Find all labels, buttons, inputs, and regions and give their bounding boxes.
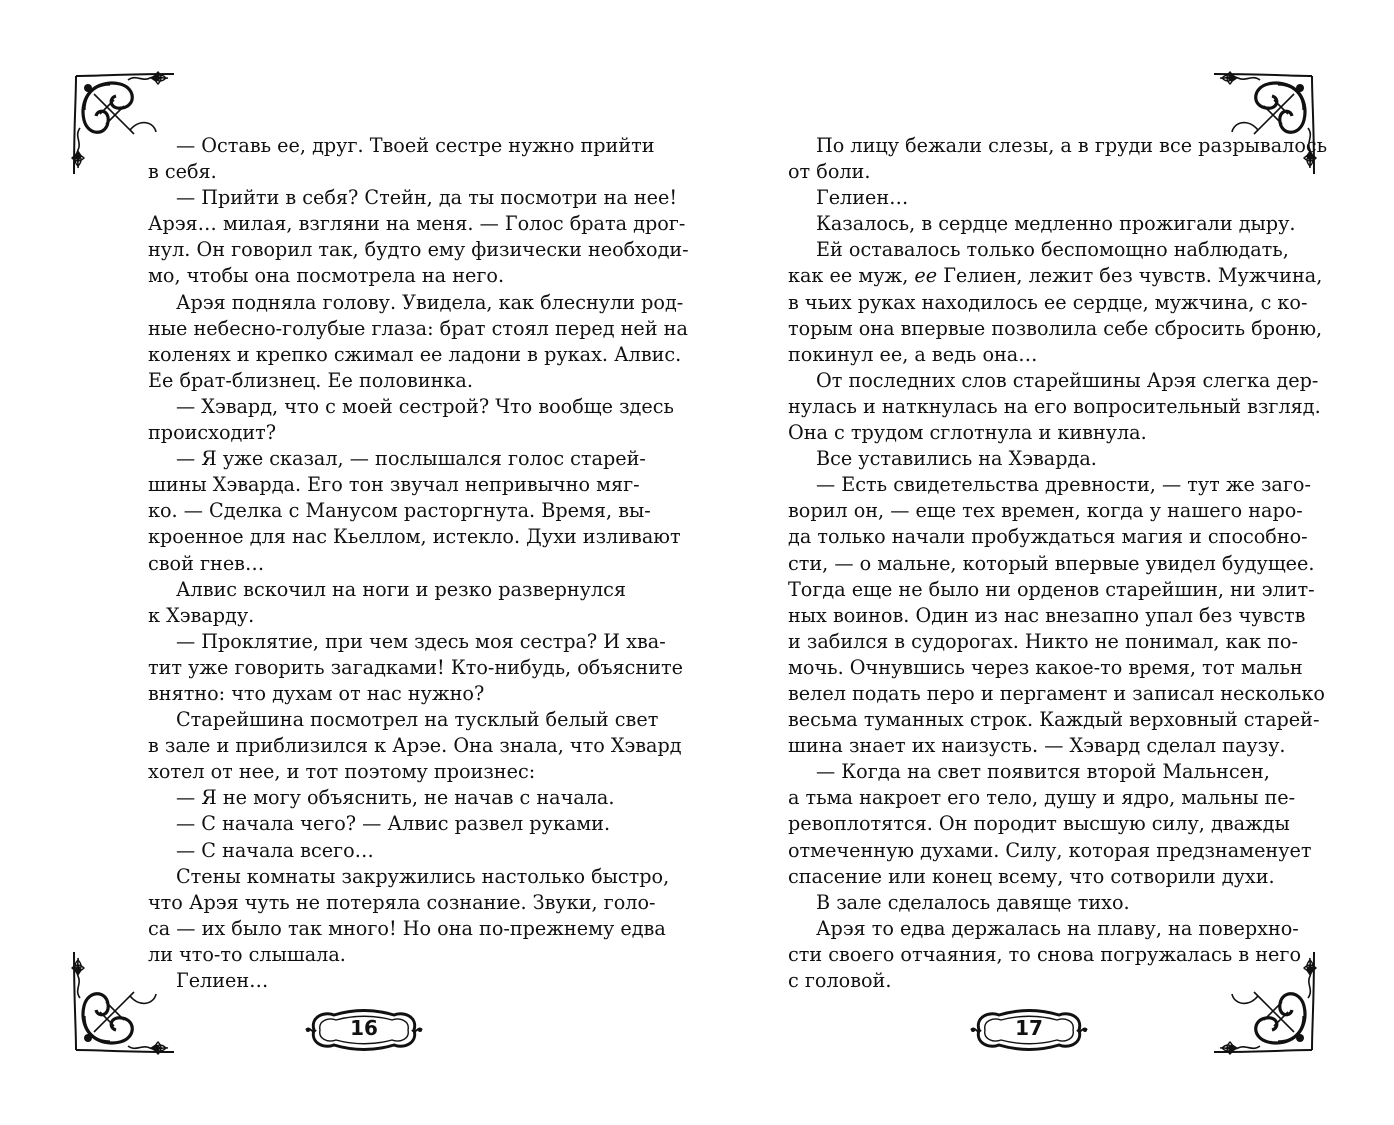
text-line: — С начала всего… xyxy=(176,838,374,862)
text-line: торым она впервые позволила себе сбросить броню, xyxy=(788,316,1323,340)
text-line: Казалось, в сердце медленно прожигали дыру. xyxy=(816,212,1296,236)
text-line: мо, чтобы она посмотрела на него. xyxy=(148,264,505,288)
text-line: что Арэя чуть не потеряла сознание. Звуки, голо- xyxy=(148,890,656,914)
text-line: ревоплотятся. Он породит высшую силу, дважды xyxy=(788,812,1290,836)
text-line: Гелиен… xyxy=(176,969,269,992)
text-line: с головой. xyxy=(788,969,892,992)
right-page-text xyxy=(788,133,1328,994)
text-line: от боли. xyxy=(788,160,871,184)
text-line: сти своего отчаяния, то снова погружалась в него xyxy=(788,942,1302,966)
text-line: Стены комнаты закружились настолько быстро, xyxy=(176,864,670,888)
text-line: внятно: что духам от нас нужно? xyxy=(148,681,485,705)
text-line: Старейшина посмотрел на тусклый белый свет xyxy=(176,708,659,732)
text-line: В зале сделалось давяще тихо. xyxy=(816,890,1130,914)
page-number: 17 xyxy=(1015,1016,1043,1040)
text-line: Гелиен… xyxy=(816,186,909,210)
text-line: — Проклятие, при чем здесь моя сестра? И хва- xyxy=(176,629,666,653)
right-page xyxy=(697,0,1394,1125)
text-line: а тьма накроет его тело, душу и ядро, мальны пе- xyxy=(788,786,1296,810)
italic-word: ее xyxy=(914,264,938,288)
text-line: в зале и приблизился к Арэе. Она знала, что Хэвард xyxy=(148,734,682,758)
text-line: Арэя то едва держалась на плаву, на поверхно- xyxy=(816,916,1299,940)
text-line: коленях и крепко сжимал ее ладони в руках. Алвис. xyxy=(148,342,682,366)
text-line: в себя. xyxy=(148,160,217,184)
text-segment: как ее муж, xyxy=(788,264,915,288)
text-line: — Оставь ее, друг. Твоей сестре нужно прийти xyxy=(176,134,655,157)
text-line: происходит? xyxy=(148,421,277,445)
text-line: ные небесно-голубые глаза: брат стоял перед ней на xyxy=(148,316,688,340)
text-line: спасение или конец всему, что сотворили духи. xyxy=(788,864,1275,888)
text-line: ли что-то слышала. xyxy=(148,942,346,966)
text-line: Алвис вскочил на ноги и резко развернулся xyxy=(176,577,626,601)
text-line: ных воинов. Один из нас внезапно упал без чувств xyxy=(788,603,1306,627)
text-line: Арэя подняла голову. Увидела, как блеснули род- xyxy=(176,290,684,314)
text-line: Она с трудом сглотнула и кивнула. xyxy=(788,421,1147,445)
text-line: Ей оставалось только беспомощно наблюдать, xyxy=(816,238,1289,262)
text-line: ворил он, — еще тех времен, когда у нашего наро- xyxy=(788,499,1303,523)
text-line: — Когда на свет появится второй Мальнсен, xyxy=(816,760,1270,784)
text-line: — Хэвард, что с моей сестрой? Что вообще здесь xyxy=(176,394,674,418)
text-line: — С начала чего? — Алвис развел руками. xyxy=(176,812,611,836)
text-line: да только начали пробуждаться магия и способно- xyxy=(788,525,1308,549)
text-line: к Хэварду. xyxy=(148,603,255,627)
page-number-frame xyxy=(969,1007,1089,1053)
page-number-frame xyxy=(304,1007,424,1053)
text-line: тит уже говорить загадками! Кто-нибудь, объясните xyxy=(148,655,683,679)
text-line: Все уставились на Хэварда. xyxy=(816,447,1097,471)
text-line: — Есть свидетельства древности, — тут же заго- xyxy=(816,473,1311,497)
text-line: свой гнев… xyxy=(148,551,265,575)
text-line: шины Хэварда. Его тон звучал непривычно мяг- xyxy=(148,473,640,497)
text-segment: Гелиен, лежит без чувств. Мужчина, xyxy=(937,264,1323,288)
text-line: мочь. Очнувшись через какое-то время, тот мальн xyxy=(788,655,1303,679)
text-line: Тогда еще не было ни орденов старейшин, ни элит- xyxy=(788,577,1315,601)
text-line: кроенное для нас Кьеллом, истекло. Духи изливают xyxy=(148,525,681,549)
text-line xyxy=(788,263,1323,289)
left-page-text xyxy=(148,133,689,994)
text-line: — Я уже сказал, — послышался голос старей- xyxy=(176,447,646,471)
text-line: и забился в судорогах. Никто не понимал, как по- xyxy=(788,629,1298,653)
text-line: — Прийти в себя? Стейн, да ты посмотри на нее! xyxy=(176,186,678,210)
text-line: в чьих руках находилось ее сердце, мужчина, с ко- xyxy=(788,290,1308,314)
page-number: 16 xyxy=(350,1016,378,1040)
text-line: велел подать перо и пергамент и записал несколько xyxy=(788,681,1325,705)
text-line: Арэя… милая, взгляни на меня. — Голос брата дрог- xyxy=(148,212,686,236)
text-line: нулась и наткнулась на его вопросительный взгляд. xyxy=(788,394,1321,418)
text-line: По лицу бежали слезы, а в груди все разрывалось xyxy=(816,134,1328,157)
text-line: отмеченную духами. Силу, которая предзнаменует xyxy=(788,838,1312,862)
text-line: От последних слов старейшины Арэя слегка дер- xyxy=(816,368,1319,392)
text-line: шина знает их наизусть. — Хэвард сделал паузу. xyxy=(788,734,1286,758)
text-line: сти, — о мальне, который впервые увидел будущее. xyxy=(788,551,1315,575)
text-line: — Я не могу объяснить, не начав с начала. xyxy=(176,786,615,810)
text-line: хотел от нее, и тот поэтому произнес: xyxy=(148,760,536,784)
text-line: ко. — Сделка с Манусом расторгнута. Время, вы- xyxy=(148,499,651,523)
text-line: са — их было так много! Но она по-прежнему едва xyxy=(148,916,666,940)
text-line: Ее брат-близнец. Ее половинка. xyxy=(148,368,473,392)
text-line: весьма туманных строк. Каждый верховный старей- xyxy=(788,708,1320,732)
text-line: покинул ее, а ведь она… xyxy=(788,342,1038,366)
text-line: нул. Он говорил так, будто ему физически необходи- xyxy=(148,238,689,262)
